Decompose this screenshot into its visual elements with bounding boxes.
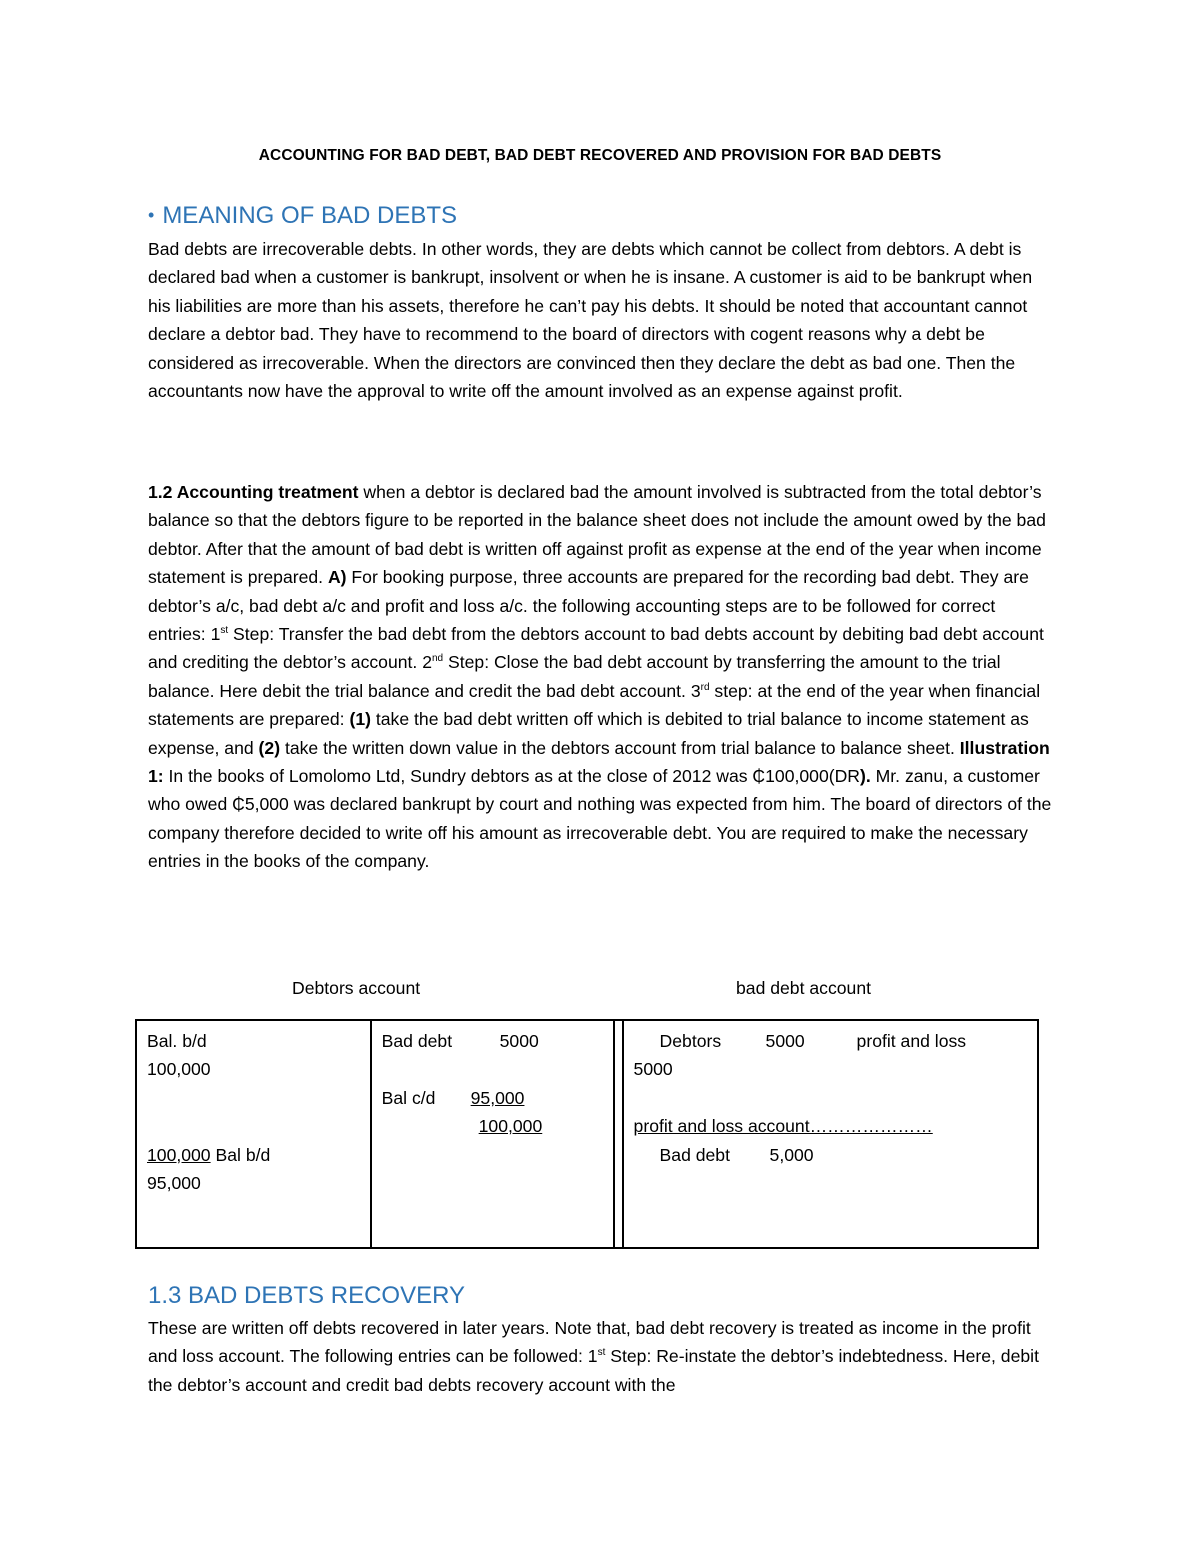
paragraph-accounting-treatment [148, 478, 1053, 876]
debtors-account-label: Debtors account [292, 978, 421, 998]
text-run: Step: Re-instate the debtor’s indebtedness. Here, debit the debtor’s account and credit bad debts recovery account with the [148, 1346, 1039, 1395]
text-run: Step: Close the bad debt account by transferring the amount to the trial balance. Here debit the trial balance and credit the bad debt account. 3 [148, 652, 1001, 701]
debtors-credit-cell [371, 1020, 615, 1248]
text-run: These are written off debts recovered in later years. Note that, bad debt recovery is treated as income in the profit and loss account. The following entries can be followed: 1 [148, 1318, 1031, 1367]
ledger-entry: Bal. b/d [147, 1031, 207, 1051]
ledger-entry-amount: 5,000 [769, 1144, 814, 1165]
superscript: st [220, 625, 229, 637]
text-run: step: at the end of the year when financial statements are prepared: [148, 680, 1041, 730]
ledger-entry: profit and loss account………………… [633, 1116, 933, 1137]
ledger-entry-amount: 95,000 [470, 1087, 525, 1108]
text-run: Step: Transfer the bad debt from the debtors account to bad debts account by debiting bad debt account and crediting the debtor’s account. 2 [148, 624, 1044, 673]
bad-debt-account-label: bad debt account [736, 978, 871, 998]
ledger-entry-text: Bal b/d [210, 1144, 271, 1165]
superscript: rd [700, 681, 710, 693]
text-run: take the bad debt written off which is debited to trial balance to income statement as expense, and [148, 709, 1029, 758]
text-run: In the books of Lomolomo Ltd, Sundry debtors as at the close of 2012 was ₵100,000(DR [163, 766, 860, 787]
ledger-entry-label: Bad debt [659, 1144, 730, 1165]
ledger-entry [382, 1112, 604, 1140]
bullet-icon: • [148, 205, 155, 225]
ledger-separator [614, 1020, 622, 1248]
ledger-row [136, 1020, 1038, 1248]
superscript: st [597, 1347, 606, 1359]
text-run-bold: (2) [258, 737, 281, 758]
ledger-entry-label: Debtors [659, 1031, 722, 1051]
ledger-entry-label: Bad debt [381, 1031, 453, 1051]
ledger-entry [147, 1141, 360, 1169]
ledger-entry-label: Bal c/d [381, 1087, 436, 1108]
spacer [382, 1055, 604, 1083]
illustration-label: Illustration 1: [148, 737, 1050, 787]
ledger-entry: 5000 [633, 1059, 673, 1080]
bad-debt-account-cell [623, 1020, 1038, 1248]
text-run-bold: ). [860, 766, 871, 787]
paragraph-meaning: Bad debts are irrecoverable debts. In other words, they are debts which cannot be collect from debtors. A debt is declared bad when a customer is bankrupt, insolvent or when he is insane. A customer is aid to be bankrupt when his liabilities are more than his assets, therefore he can’t pay his debts. It should be noted that accountant cannot declare a debtor bad. They have to recommend to the board of directors with cogent reasons why a debt be considered as irrecoverable. When the directors are convinced then they declare the debt as bad one. Then the accountants now have the approval to write off the amount involved as an expense against profit. [148, 239, 1033, 402]
section-heading-recovery: 1.3 BAD DEBTS RECOVERY [148, 1282, 465, 1309]
paragraph-lead: 1.2 Accounting treatment [148, 482, 359, 502]
ledger-entry [634, 1141, 1027, 1169]
section-heading-text: MEANING OF BAD DEBTS [162, 202, 458, 229]
ledger-entry [634, 1027, 1027, 1055]
ledger-entry: 95,000 [147, 1173, 201, 1194]
ledger-entry [382, 1084, 604, 1112]
ledger-table [135, 1019, 1039, 1249]
paragraph-recovery [148, 1314, 1053, 1399]
document-title: ACCOUNTING FOR BAD DEBT, BAD DEBT RECOVERED AND PROVISION FOR BAD DEBTS [258, 147, 942, 164]
spacer [634, 1084, 1027, 1112]
ledger-total: 100,000 [478, 1116, 543, 1137]
ledger-entry [382, 1027, 604, 1055]
section-heading-meaning [148, 202, 457, 230]
debtors-debit-cell [136, 1020, 371, 1248]
ledger-entry-label: profit and loss [856, 1031, 967, 1051]
text-run: For booking purpose, three accounts are prepared for the recording bad debt. They are debtor’s a/c, bad debt a/c and profit and loss a/c. the following accounting steps are to be followed for correct entries: 1 [148, 567, 1029, 645]
text-run: when a debtor is declared bad the amount involved is subtracted from the total debtor’s balance so that the debtors figure to be reported in the balance sheet does not include the amount owed by the bad debtor. After that the amount of bad debt is written off against profit as expense at the end of the year when income statement is prepared. [148, 482, 1046, 588]
text-run-bold: A) [327, 567, 347, 588]
superscript: nd [431, 653, 444, 665]
spacer [147, 1084, 360, 1141]
text-run: take the written down value in the debtors account from trial balance to balance sheet. [280, 737, 960, 758]
ledger-entry-amount: 5000 [765, 1031, 805, 1051]
ledger-entry: 100,000 [147, 1059, 211, 1080]
text-run: Mr. zanu, a customer who owed ₵5,000 was declared bankrupt by court and nothing was expected from him. The board of directors of the company therefore decided to write off his amount as irrecoverable debt. You are required to make the necessary entries in the books of the company. [148, 766, 1052, 872]
ledger-entry-amount: 5000 [499, 1031, 539, 1051]
ledger-total: 100,000 [147, 1144, 211, 1165]
text-run-bold: (1) [349, 709, 371, 730]
